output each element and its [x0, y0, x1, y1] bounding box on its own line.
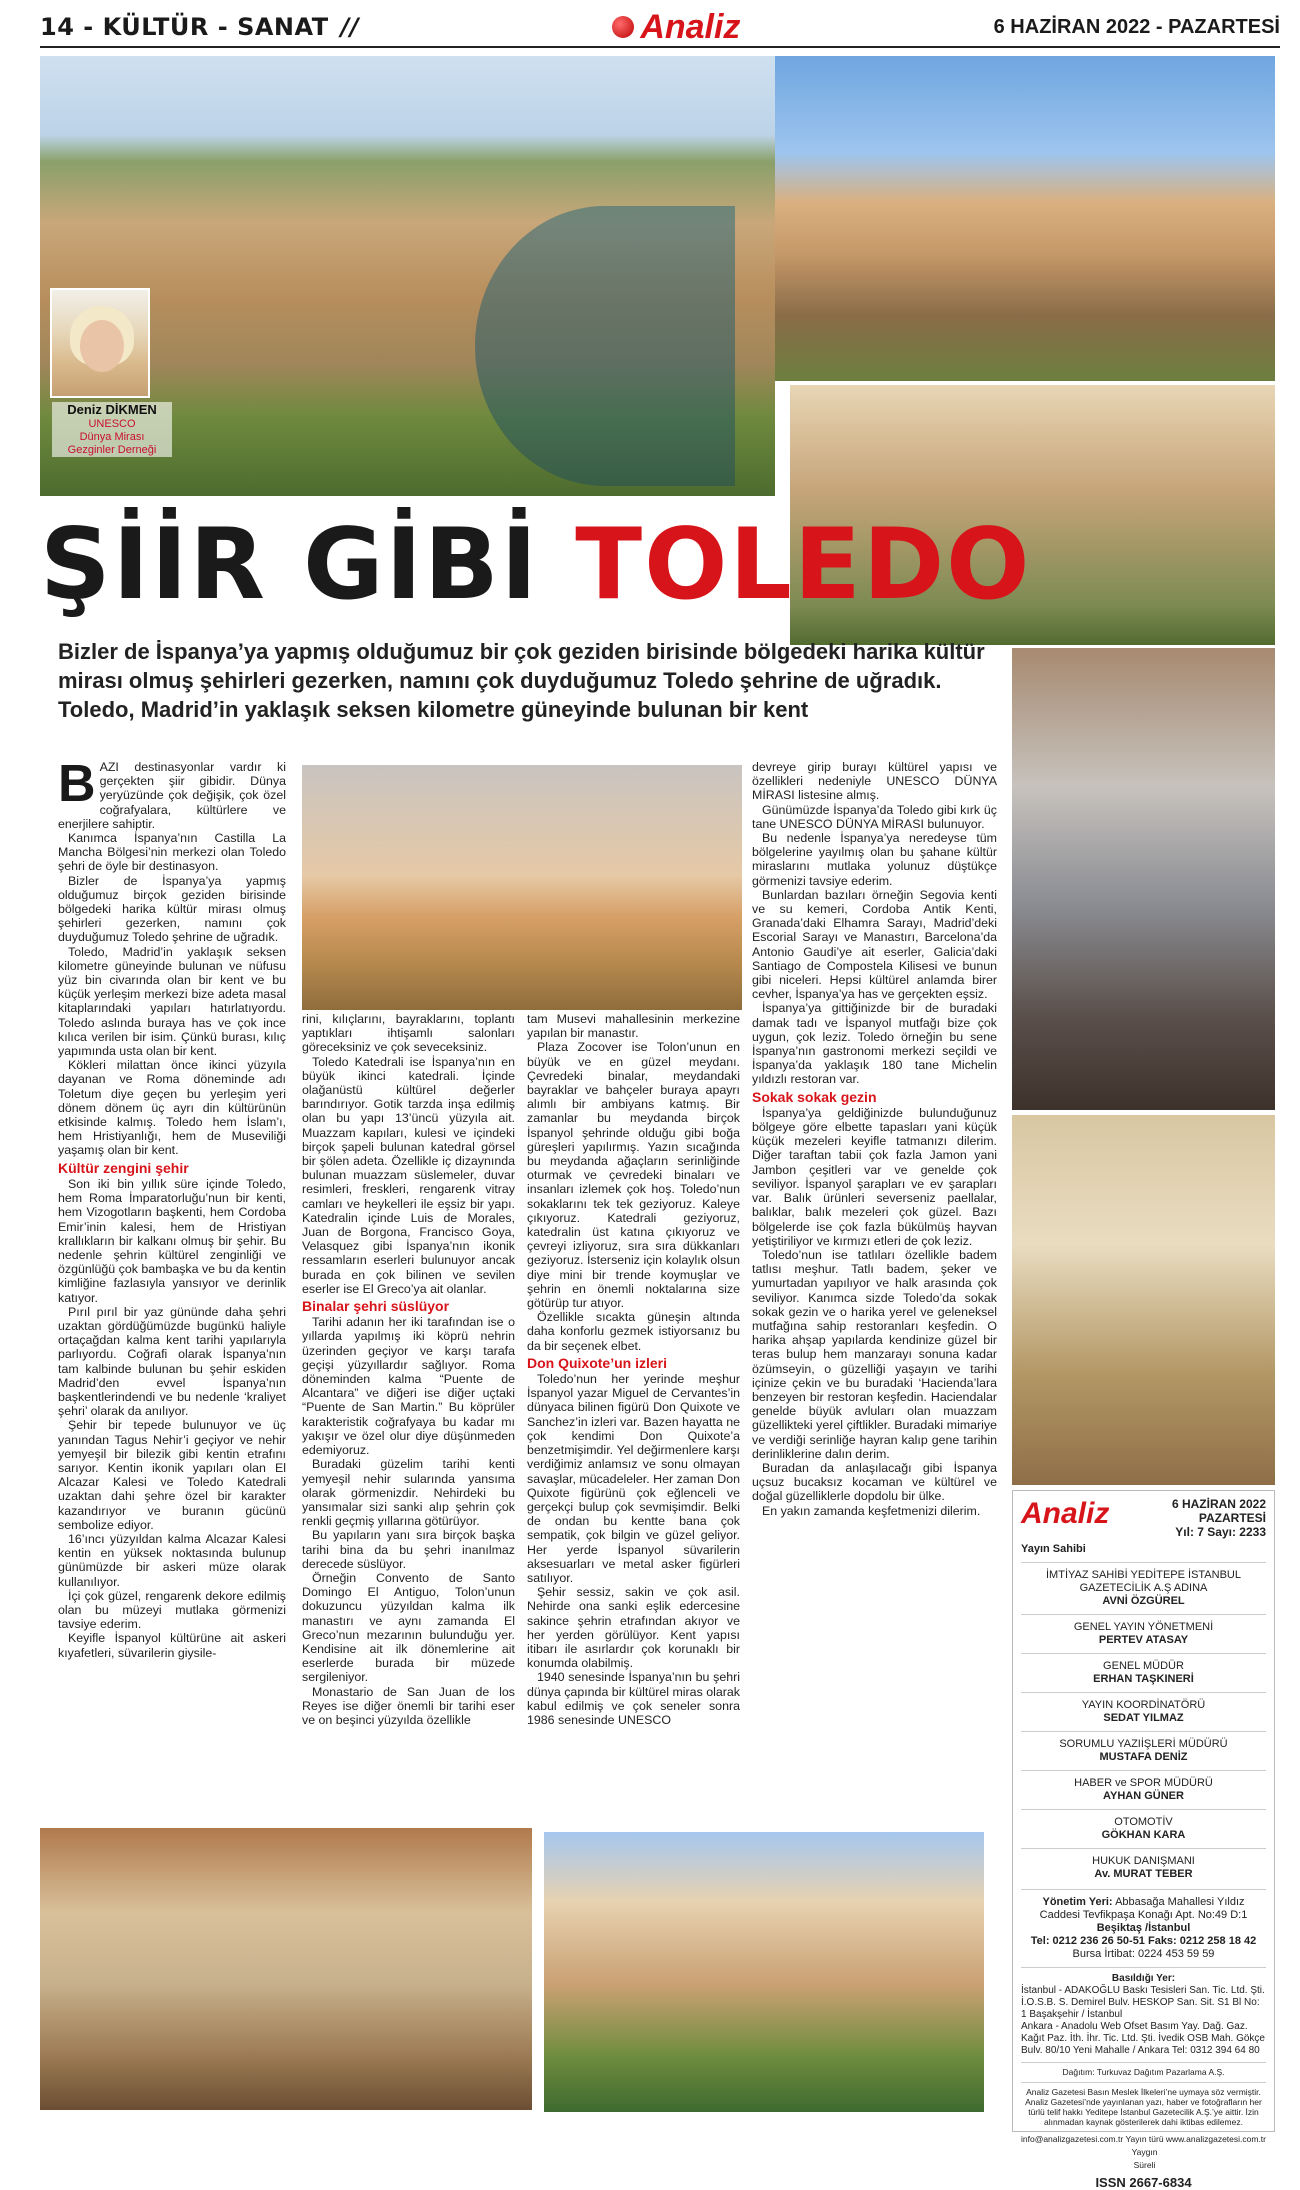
issue-date: 6 HAZİRAN 2022 - PAZARTESİ: [993, 15, 1280, 38]
role-name: SEDAT YILMAZ: [1103, 1712, 1184, 1724]
globe-icon: [612, 16, 634, 38]
paragraph: İspanya’ya geldiğinizde bulunduğunuz bölgeye göre elbette tapasları yani küçük küçük mezeleri keyifle tatmanızı dilerim. Diğer taraftan tabii çok fazla Jamon yani Jambon çeşitleri var ve genelde çok seviliyor. İspanyol şarapları ve ev şarapları var. Balık ürünleri severseniz paellalar, balıklar, balık mezeleri çok güzel. Bazı bölgelerde ise çok fazla bükülmüş hayvan yetiştiriliyor ve kırmızı etleri de çok leziz.: [752, 1105, 997, 1248]
paragraph: rini, kılıçlarını, bayraklarını, toplantı yaptıkları ihtişamlı salonları göreceksiniz ve çok seveceksiniz.: [302, 1012, 515, 1055]
garden-courtyard-photo: [544, 1832, 984, 2112]
headline-part-2: TOLEDO: [575, 508, 1032, 622]
role-name: ERHAN TAŞKINERİ: [1093, 1673, 1194, 1685]
masthead-top: [1021, 1497, 1266, 1539]
address-text: Abbasağa Mahallesi Yıldız Caddesi Tevfikpaşa Konağı Apt. No:49 D:1: [1039, 1896, 1248, 1921]
print-istanbul: İstanbul - ADAKOĞLU Baskı Tesisleri San. Tic. Ltd. Şti. İ.O.S.B. S. Demirel Bulv. HESKOP San. Sit. S1 Bl No: 1 Başakşehir / İstanbul: [1021, 1985, 1265, 2020]
masthead-printing: [1021, 1967, 1266, 2057]
role-name: MUSTAFA DENİZ: [1099, 1751, 1188, 1763]
paragraph: Kökleri milattan önce ikinci yüzyıla dayanan ve Roma döneminde adı Toletum diye geçen bu yerleşim yeri dönem dönem üç ayrı din kültürünün etkisinde kalmış. Toledo hem İslam’ı, hem Hristiyanlığı, hem de Museviliği yaşamış olan bir kent.: [58, 1058, 286, 1158]
role-title: HABER ve SPOR MÜDÜRÜ: [1074, 1777, 1213, 1789]
fresco-hall-photo: [40, 1828, 532, 2110]
author-org-2: Dünya Mirası: [79, 430, 145, 443]
role-name: AYHAN GÜNER: [1103, 1790, 1184, 1802]
masthead-logo: Analiz: [1021, 1497, 1110, 1530]
role-title: SORUMLU YAZIİŞLERİ MÜDÜRÜ: [1059, 1738, 1228, 1750]
masthead-address: [1021, 1889, 1266, 1961]
article-column-4: [752, 760, 997, 1820]
paragraph: İçi çok güzel, rengarenk dekore edilmiş olan bu müzeyi mutlaka görmenizi tavsiye ederim.: [58, 1588, 286, 1632]
paragraph: 16’ıncı yüzyıldan kalma Alcazar Kalesi kentin en yüksek noktasında bulunup günümüzde bir askeri müze olarak kullanılıyor.: [58, 1531, 286, 1589]
masthead-role: [1021, 1653, 1266, 1686]
paragraph: tam Musevi mahallesinin merkezine yapılan bir manastır.: [527, 1012, 740, 1041]
paragraph: Toledo, Madrid’in yaklaşık seksen kilometre güneyinde bulunan ve nüfusu yüz bin civarında olan bir kent ve bu küçük yerleşim merkezi bize adeta masal kitaplarındaki yapıları hatırlatıyordu. Toledo aslında buraya has ve çok ince kılıca verilen bir isim. Çünkü burası, kılıç yapımında usta olan bir kent.: [58, 944, 286, 1059]
section-slash: //: [340, 13, 360, 41]
role-title: OTOMOTİV: [1114, 1816, 1173, 1828]
paragraph: Toledo’nun her yerinde meşhur İspanyol yazar Miguel de Cervantes’in dünyaca bilinen figürü Don Quixote ve Sanchez’in izleri var. Bazen hayatta ne çok kendimi Don Quixote’a benzetmişimdir. Yel değirmenlere karşı verdiğimiz anlamsız ve sonu olmayan savaşlar, mücadeleler. Her zaman Don Quixote figürünü çok eğlenceli ve gerçekçi bulup çok sevmişimdir. Belki de ondan bu kentte bana çok sempatik, çok bilgin ve güzel geliyor. Her yerde İspanyol süvarilerin aksesuarları ve metal asker figürleri satılıyor.: [527, 1372, 740, 1585]
paragraph: Buradaki güzelim tarihi kenti yemyeşil nehir sularında yansıma olarak görmenizdir. Nehirdeki bu yansımalar sizi sanki alıp şehrin çok renkli geçmiş yıllarına götürüyor.: [302, 1457, 515, 1529]
paragraph: 1940 senesinde İspanya’nın bu şehri dünya çapında bir kültürel miras olarak kabul edilmiş ve çok seneler sonra 1986 senesinde UNESCO: [527, 1670, 740, 1727]
masthead-footer: [1021, 2133, 1266, 2172]
masthead-role: [1021, 1770, 1266, 1803]
paragraph: Şehir sessiz, sakin ve çok asil. Nehirde ona sanki eşlik edercesine sakince şehrin etrafından akıyor ve her yerden görülüyor. Kent yapısı itibarı ile asırlardır çok korunaklı bir konumda olabilmiş.: [527, 1585, 740, 1671]
masthead-legal: Analiz Gazetesi Basın Meslek İlkeleri’ne uymaya söz vermiştir. Analiz Gazetesi’nde yayınlanan yazı, haber ve fotoğrafların her türlü telif hakkı Yeditepe İstanbul Gazetecilik A.Ş.’ye aittir. İzin alınmadan kaynak gösterilerek dahi iktibas edilemez.: [1021, 2082, 1266, 2127]
role-title: HUKUK DANIŞMANI: [1092, 1855, 1195, 1867]
section-title: 14 - KÜLTÜR - SANAT: [40, 13, 329, 41]
role-name: Av. MURAT TEBER: [1094, 1868, 1193, 1880]
article-column-2: [302, 1012, 515, 1820]
bursa-contact: Bursa İrtibat: 0224 453 59 59: [1072, 1948, 1215, 1960]
masthead-role: [1021, 1692, 1266, 1725]
masthead-date: [1172, 1497, 1266, 1539]
section-label: [40, 13, 359, 41]
page-header: [40, 8, 1280, 48]
paragraph: devreye girip burayı kültürel yapısı ve özellikleri nedeniyle UNESCO DÜNYA MİRASI listesine almış.: [752, 760, 997, 803]
paragraph: Örneğin Convento de Santo Domingo El Antiguo, Tolon’unun dokuzuncu yüzyıldan kalma ilk manastırı ve aynı zamanda El Greco’nun mezarının bulunduğu yer. Kendisine ait ilk dönemlerine ait eserlerde burada bir müzede sergileniyor.: [302, 1570, 515, 1685]
role-name: GÖKHAN KARA: [1101, 1829, 1186, 1841]
paragraph: Plaza Zocover ise Tolon’unun en büyük ve en güzel meydanı. Çevredeki binalar, meydandaki bayraklar ve bahçeler buraya apayrı alımlı bir ambiyans katmış. Bir zamanlar bu meydanda birçok İspanyol şehrinde olduğu gibi boğa güreşleri yapılırmış. Yazın sıcağında bu meydanda ağaçların serinliğinde oturmak ve çevredeki binaları ve insanları izlemek çok hoş. Toledo’nun sokaklarını tek tek geziyoruz. Kaleye çıkıyoruz. Katedrali geziyoruz, katedralin üst katına çıkıyoruz ve çevreyi izliyoruz, sıra sıra dükkanları geziyoruz. İsterseniz için kolaylık olsun diye mini bir trende koymuşlar ve şehrin en önemli noktalarına size götürüp tur atıyor.: [527, 1040, 740, 1311]
masthead-box: [1012, 1490, 1275, 2190]
alcazar-photo: [775, 56, 1275, 381]
author-org-1: UNESCO: [88, 417, 136, 430]
paragraph: Toledo Katedrali ise İspanya’nın en büyük ikinci katedrali. İçinde olağanüstü kültürel değerler barındırıyor. Gotik tarzda inşa edilmiş olan bu yapı 13’üncü yüzyıla ait. Muazzam kapıları, kulesi ve içindeki birçok şapeli bulunan katedral görsel bir şölen adeta. Özellikle iç dizaynında bulunan muazzam süslemeler, duvar resimleri, freskleri, rengarenk vitray camları ve heykelleri ile eşsiz bir yapı. Katedralin içinde Luis de Morales, Juan de Borgona, Francisco Goya, Velasquez gibi İspanya’nın ikonik ressamların eserleri bulunuyor ancak burada en çok bilinen ve sevilen eserler ise El Greco’ya ait olanlar.: [302, 1054, 515, 1296]
paragraph: En yakın zamanda keşfetmenizi dilerim.: [762, 1503, 981, 1518]
newspaper-logo[interactable]: [612, 8, 740, 47]
paragraph: Özellikle sıcakta güneşin altında daha konforlu gezmek istiyorsanız bu da bir seçenek elbet.: [527, 1310, 740, 1353]
drop-cap: B: [58, 755, 96, 813]
subheading: Sokak sokak gezin: [752, 1088, 877, 1105]
paragraph: İspanya’ya gittiğinizde bir de buradaki damak tadı ve İspanyol mutfağı bize çok uygun, çok leziz. Toledo örneğin bu sene İspanya’nın gastronomi merkezi seçildi ve İspanya’da yaklaşık 180 tane Michelin yıldızlı restoran var.: [752, 1001, 997, 1087]
article-column-3: [527, 1012, 740, 1820]
headline-part-1: ŞİİR GİBİ: [40, 508, 576, 622]
author-byline: [52, 402, 172, 457]
paragraph: Bunlardan bazıları örneğin Segovia kenti ve su kemeri, Cordoba Antik Kenti, Granada’daki Elhamra Sarayı, Madrid’deki Escorial Sarayı ve Manastırı, Barcelona’da Antonio Gaudi’ye ait eserler, Galicia’daki Santiago de Compostela Kilisesi ve bunun gibi niceleri. Hepsi kültürel anlamda birer cevher, İspanya’ya has ve gerçekten eşsiz.: [752, 887, 997, 1002]
windmill-photo: [302, 765, 742, 1010]
role-title: YAYIN KOORDİNATÖRÜ: [1081, 1699, 1206, 1711]
subheading: Binalar şehri süslüyor: [302, 1298, 450, 1315]
masthead-role: [1021, 1731, 1266, 1764]
contact-email[interactable]: info@analizgazetesi.com.tr: [1021, 2134, 1124, 2144]
paragraph: Kanımca İspanya’nın Castilla La Mancha Bölgesi’nin merkezi olan Toledo şehri de öyle bir destinasyon.: [58, 831, 286, 874]
address-city: Beşiktaş /İstanbul: [1096, 1922, 1191, 1934]
masthead-role: [1021, 1848, 1266, 1881]
owner-label: Yayın Sahibi: [1021, 1543, 1086, 1555]
paragraph: Monastario de San Juan de los Reyes ise diğer önemli bir tarihi eser ve on beşinci yüzyılda özellikle: [302, 1684, 515, 1727]
subheading: Kültür zengini şehir: [58, 1159, 189, 1176]
chapel-interior-photo: [1012, 1115, 1275, 1485]
masthead-date-text: 6 HAZİRAN 2022: [1171, 1497, 1266, 1511]
article-deck: Bizler de İspanya’ya yapmış olduğumuz bir çok geziden birisinde bölgedeki harika kültür mirası olmuş şehirleri gezerken, namını çok duyduğumuz Toledo şehrine de uğradık. Toledo, Madrid’in yaklaşık seksen kilometre güneyinde bulunan bir kent: [58, 639, 985, 722]
author-avatar: [50, 288, 150, 398]
role-name: AVNİ ÖZGÜREL: [1102, 1595, 1185, 1607]
paragraph: Şehir bir tepede bulunuyor ve üç yanından Tagus Nehir’i geçiyor ve nehir yemyeşil bir bilezik gibi kentin etrafını sarıyor. Kentin ikonik yapıları olan El Alcazar Kalesi ve Toledo Katedrali uzaktan dahi şehre özel bir karakter kazandırıyor ve buranın gücünü sembolize ediyor.: [58, 1418, 286, 1532]
printed-label: Basıldığı Yer:: [1111, 1973, 1176, 1984]
masthead-day: PAZARTESİ: [1198, 1511, 1266, 1525]
paragraph: Pırıl pırıl bir yaz gününde daha şehri uzaktan gördüğümüzde bugünkü haliyle ortaçağdan kalma kent tarihi yapılarıyla parlıyordu. Coğrafi olarak İspanya’nın tam kalbinde bulunan bu şehir eskiden Madrid’den evvel İspanya’nın başkentlerindendi ve bu nedenle ‘kraliyet şehri’ olarak da anılıyor.: [58, 1304, 286, 1419]
article-headline: [40, 508, 1032, 623]
role-title: İMTİYAZ SAHİBİ YEDİTEPE İSTANBUL GAZETECİLİK A.Ş ADINA: [1046, 1569, 1241, 1594]
masthead-issue: Yıl: 7 Sayı: 2233: [1175, 1525, 1266, 1539]
paragraph: [58, 755, 286, 831]
avatar-face: [80, 320, 124, 372]
masthead-role: [1021, 1809, 1266, 1842]
print-ankara: Ankara - Anadolu Web Ofset Basım Yay. Dağ. Gaz. Kağıt Paz. İth. İhr. Tic. Ltd. Şti. İvedik OSB Mah. Gökçe Bulv. 80/10 Yeni Mahalle / Ankara Tel: 0312 394 64 80: [1021, 2021, 1265, 2056]
paragraph: Keyifle İspanyol kültürüne ait askeri kıyafetleri, süvarilerin giysile-: [58, 1631, 286, 1660]
author-name: Deniz DİKMEN: [67, 402, 157, 417]
role-title: GENEL MÜDÜR: [1103, 1660, 1184, 1672]
subheading: Don Quixote’un izleri: [527, 1354, 668, 1371]
paragraph: Bu nedenle İspanya’ya neredeyse tüm bölgelerine yayılmış olan bu şahane kültür miraslarını mutlaka yolunuz düştükçe görmenizi tavsiye ederim.: [752, 831, 997, 888]
phone-fax: Tel: 0212 236 26 50-51 Faks: 0212 258 18 42: [1030, 1935, 1257, 1947]
author-org-3: Gezginler Derneği: [67, 443, 157, 456]
role-name: PERTEV ATASAY: [1098, 1634, 1189, 1646]
masthead-distribution: Dağıtım: Turkuvaz Dağıtım Pazarlama A.Ş.: [1021, 2062, 1266, 2077]
paragraph-text: AZI destinasyonlar vardır ki gerçekten şiir gibidir. Dünya yeryüzünde çok değişik, çok özel coğrafyalara, kültürlere ve enerjilere sahiptir.: [58, 760, 286, 831]
paragraph: Son iki bin yıllık süre içinde Toledo, hem Roma İmparatorluğu’nun bir kenti, hem Vizogotların başkenti, hem Cordoba Emir’inin kalesi, hem de Hristiyan krallıkların bir kalkanı olmuş bir şehir. Bu nedenle şehrin kültürel zenginliği ve özgünlüğü çok bambaşka ve bu da kentin kimliğine fazlasıyla yansıyor ve derinlik katıyor.: [58, 1176, 287, 1305]
role-title: GENEL YAYIN YÖNETMENİ: [1073, 1621, 1214, 1633]
paragraph: Toledo’nun ise tatlıları özellikle badem tatlısı meşhur. Tatlı badem, şeker ve yumurtadan yapılıyor ve halk arasında çok seviliyor. Kanımca sizde Toledo’da sokak sokak gezin ve o harika yerel ve geleneksel mutfağına sahip restoranları keşfedin. O harika ahşap yapılarda kendinize güzel bir teras bulup hem manzarayı sonuna kadar özümseyin, o güzelliği yaşayın ve tarihi içinize çekin ve bu buradaki ‘Hacienda’lara benzeyen bir restoran keşfedin. Haciendalar genelde büyük avluları olan muazzam güzellikteki yerel çiftlikler. Buradaki mimariye ve verdiği serinliğe hayran kalıp gene tarihin derinliklerine dalın derim.: [752, 1247, 997, 1461]
article-column-1: [58, 755, 287, 1820]
issn-number: ISSN 2667-6834: [1095, 2175, 1192, 2190]
address-label: Yönetim Yeri:: [1042, 1896, 1113, 1908]
publication-type: Yayın türü Yaygın Süreli: [1125, 2134, 1164, 2170]
masthead-role: [1021, 1562, 1266, 1608]
website-link[interactable]: www.analizgazetesi.com.tr: [1165, 2134, 1266, 2144]
masthead-role: [1021, 1614, 1266, 1647]
paragraph: Buradan da anlaşılacağı gibi İspanya uçsuz bucaksız kocaman ve kültürel ve doğal güzelliklerle dopdolu bir ülke.: [752, 1460, 997, 1504]
logo-text: Analiz: [640, 7, 741, 46]
paragraph: Bu yapıların yanı sıra birçok başka tarihi bina da bu şehri inanılmaz derecede süslüyor.: [302, 1528, 515, 1571]
armor-souvenir-photo: [1012, 648, 1275, 1110]
paragraph: Tarihi adanın her iki tarafından ise o yıllarda yapılmış iki köprü nehrin üzerinden geçiyor ve karşı tarafa geçişi yüzyıllardır sağlıyor. Roma döneminden kalma “Puente de Alcantara” ve diğeri ise diğer uçtaki “Puente de San Martin.” Bu köprüler karakteristik coğrafyaya bu kadar mı yakışır ve özel olur diye düşünmeden edemiyoruz.: [302, 1315, 515, 1458]
paragraph: Günümüzde İspanya’da Toledo gibi kırk üç tane UNESCO DÜNYA MİRASI bulunuyor.: [752, 802, 997, 831]
paragraph: Bizler de İspanya’ya yapmış olduğumuz birçok geziden birisinde bölgedeki harika kültür mirası olmuş şehirleri gezerken, namını çok duyduğumuz Toledo şehrine de uğradık.: [58, 873, 286, 945]
